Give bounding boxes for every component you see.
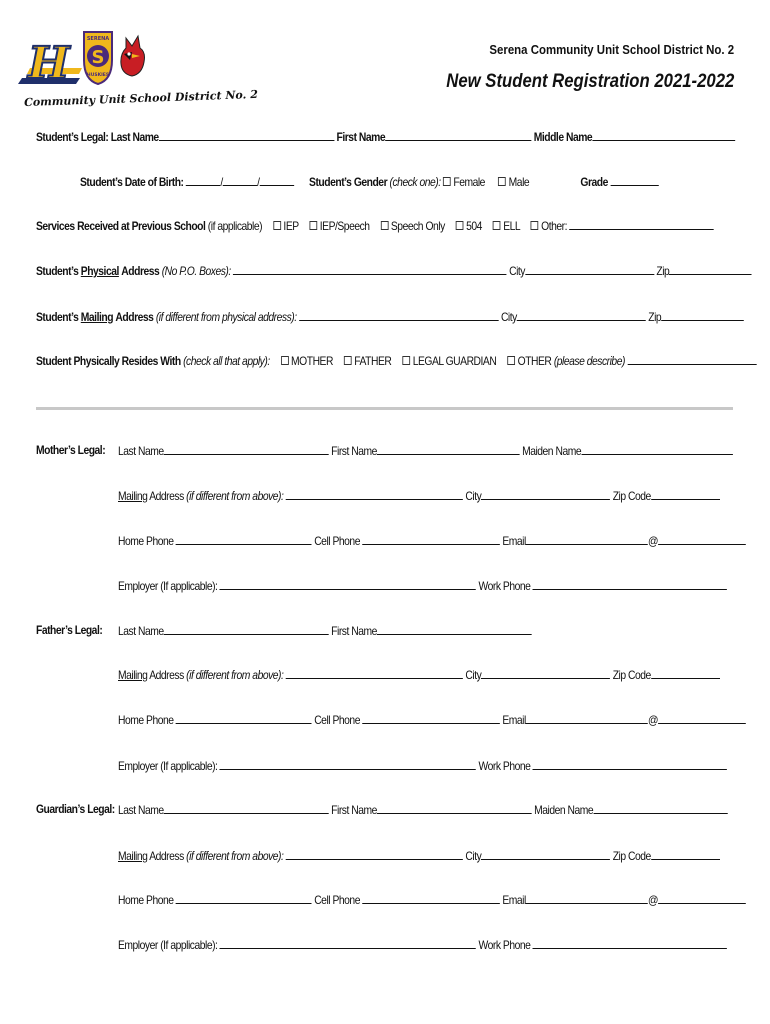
- father-address-row: [118, 667, 720, 682]
- mother-option-label: MOTHER: [291, 354, 333, 368]
- mother-employer-label: Employer (If applicable):: [118, 579, 218, 593]
- female-checkbox[interactable]: [443, 177, 451, 186]
- dob-day-field[interactable]: [223, 174, 257, 186]
- guardian-legal-label: Guardian’s Legal:: [36, 802, 115, 816]
- father-phone-row: [118, 712, 746, 727]
- mother-cell-phone-label: Cell Phone: [314, 534, 360, 548]
- physical-zip-label: Zip: [656, 264, 670, 278]
- mother-work-phone-label: Work Phone: [478, 579, 531, 593]
- guardian-phone-row: [118, 892, 746, 907]
- guardian-work-phone-label: Work Phone: [478, 938, 531, 952]
- mother-legal-label: Mother’s Legal:: [36, 443, 106, 457]
- please-describe-label: (please describe): [553, 354, 625, 368]
- student-middle-name-field[interactable]: [592, 129, 735, 141]
- iep-speech-label: IEP/Speech: [319, 219, 370, 233]
- father-legal-label: Father’s Legal:: [36, 623, 103, 637]
- guardian-mailing-word: Mailing: [118, 849, 148, 863]
- father-option-label: FATHER: [354, 354, 392, 368]
- guardian-home-phone-field[interactable]: [176, 892, 312, 904]
- other-checkbox[interactable]: [507, 356, 515, 365]
- mailing-address-label: Address: [115, 310, 154, 324]
- other-service-field[interactable]: [569, 218, 713, 230]
- father-work-phone-label: Work Phone: [478, 759, 531, 773]
- guardian-last-name-field[interactable]: [164, 802, 329, 814]
- father-first-name-field[interactable]: [377, 623, 532, 635]
- services-row: [36, 218, 714, 233]
- mother-last-name-label: Last Name: [118, 444, 164, 458]
- mother-maiden-name-field[interactable]: [581, 443, 732, 455]
- father-last-name-label: Last Name: [118, 624, 164, 638]
- mother-checkbox[interactable]: [281, 356, 289, 365]
- guardian-address-hint: (if different from above):: [186, 849, 284, 863]
- mother-email-domain-field[interactable]: [658, 533, 746, 545]
- resides-hint: (check all that apply):: [183, 354, 270, 368]
- father-employer-row: [118, 758, 727, 773]
- mother-work-phone-field[interactable]: [533, 578, 727, 590]
- student-last-name-label: Last Name: [110, 130, 159, 144]
- logo-letter-s: S: [91, 47, 105, 68]
- other-service-checkbox[interactable]: [531, 221, 539, 230]
- student-last-name-field[interactable]: [159, 129, 334, 141]
- ell-label: ELL: [503, 219, 520, 233]
- mailing-hint: (if different from physical address):: [155, 310, 297, 324]
- logo-district-script: Community Unit School District No. 2: [23, 87, 259, 110]
- father-address-field[interactable]: [286, 667, 463, 679]
- father-checkbox[interactable]: [344, 356, 352, 365]
- guardian-city-label: City: [465, 849, 482, 863]
- other-option-label: OTHER: [517, 354, 552, 368]
- father-city-label: City: [465, 668, 482, 682]
- female-label: Female: [453, 175, 485, 189]
- guardian-employer-label: Employer (If applicable):: [118, 938, 218, 952]
- father-email-label: Email: [502, 713, 526, 727]
- mother-city-label: City: [465, 489, 482, 503]
- guardian-email-domain-field[interactable]: [658, 892, 746, 904]
- physical-prefix: Student’s: [36, 264, 79, 278]
- mother-home-phone-field[interactable]: [176, 533, 312, 545]
- other-describe-field[interactable]: [627, 353, 756, 365]
- father-zip-field[interactable]: [651, 667, 720, 679]
- father-address-label: Address: [149, 668, 184, 682]
- guardian-maiden-name-label: Maiden Name: [534, 803, 594, 817]
- father-name-row: [118, 623, 532, 638]
- iep-speech-checkbox[interactable]: [309, 221, 317, 230]
- guardian-city-field[interactable]: [481, 848, 610, 860]
- physical-address-label: Address: [121, 264, 160, 278]
- physical-word: Physical: [80, 264, 119, 278]
- form-title: New Student Registration 2021-2022: [445, 71, 734, 92]
- guardian-address-field[interactable]: [286, 848, 463, 860]
- resides-with-row: [36, 353, 756, 368]
- father-zip-label: Zip Code: [612, 668, 651, 682]
- student-dob-row: [80, 174, 658, 189]
- father-email-field[interactable]: [526, 712, 648, 724]
- logo-letter-h: H: [28, 38, 70, 86]
- mailing-city-label: City: [500, 310, 517, 324]
- physical-address-row: [36, 263, 752, 278]
- mailing-prefix: Student’s: [36, 310, 79, 324]
- dob-separator: /: [220, 175, 223, 189]
- mother-city-field[interactable]: [481, 488, 610, 500]
- mother-last-name-field[interactable]: [164, 443, 329, 455]
- iep-label: IEP: [283, 219, 299, 233]
- father-mailing-word: Mailing: [118, 668, 148, 682]
- male-label: Male: [508, 175, 530, 189]
- grade-label: Grade: [580, 175, 608, 189]
- guardian-zip-label: Zip Code: [612, 849, 651, 863]
- guardian-address-label: Address: [149, 849, 184, 863]
- cardinal-logo: [116, 34, 148, 78]
- mother-address-label: Address: [149, 489, 184, 503]
- dob-year-field[interactable]: [260, 174, 294, 186]
- father-email-domain-field[interactable]: [658, 712, 746, 724]
- mother-employer-field[interactable]: [220, 578, 476, 590]
- physical-city-field[interactable]: [525, 263, 654, 275]
- mother-email-label: Email: [502, 534, 526, 548]
- father-first-name-label: First Name: [331, 624, 377, 638]
- guardian-address-row: [118, 848, 720, 863]
- huskies-seal-logo: [82, 28, 114, 86]
- dob-month-field[interactable]: [186, 174, 220, 186]
- seal-bottom-text: HUSKIES: [86, 73, 110, 78]
- guardian-first-name-label: First Name: [331, 803, 377, 817]
- services-hint: (if applicable): [207, 219, 263, 233]
- mother-mailing-word: Mailing: [118, 489, 148, 503]
- mailing-address-field[interactable]: [299, 309, 499, 321]
- district-name: Serena Community Unit School District No. 2: [489, 42, 734, 57]
- mailing-zip-field[interactable]: [661, 309, 744, 321]
- guardian-name-row: [118, 802, 727, 817]
- guardian-email-label: Email: [502, 893, 526, 907]
- guardian-email-field[interactable]: [526, 892, 648, 904]
- legal-guardian-checkbox[interactable]: [402, 356, 410, 365]
- father-last-name-field[interactable]: [164, 623, 329, 635]
- guardian-cell-phone-field[interactable]: [362, 892, 500, 904]
- student-name-row: [36, 129, 735, 144]
- other-service-label: Other:: [541, 219, 567, 233]
- dob-separator: /: [257, 175, 260, 189]
- mother-zip-field[interactable]: [651, 488, 720, 500]
- guardian-first-name-field[interactable]: [377, 802, 532, 814]
- speech-only-label: Speech Only: [390, 219, 445, 233]
- mother-first-name-field[interactable]: [377, 443, 520, 455]
- guardian-work-phone-field[interactable]: [533, 937, 727, 949]
- legal-guardian-option-label: LEGAL GUARDIAN: [412, 354, 497, 368]
- section-divider: [36, 407, 733, 410]
- mother-address-field[interactable]: [286, 488, 463, 500]
- father-home-phone-label: Home Phone: [118, 713, 174, 727]
- student-first-name-field[interactable]: [385, 129, 531, 141]
- physical-zip-field[interactable]: [669, 263, 752, 275]
- guardian-maiden-name-field[interactable]: [593, 802, 727, 814]
- speech-only-checkbox[interactable]: [381, 221, 389, 230]
- student-middle-name-label: Middle Name: [533, 130, 593, 144]
- mother-home-phone-label: Home Phone: [118, 534, 174, 548]
- 504-checkbox[interactable]: [456, 221, 464, 230]
- mother-zip-label: Zip Code: [612, 489, 651, 503]
- seal-top-text: SERENA: [86, 36, 110, 42]
- resides-label: Student Physically Resides With: [36, 354, 181, 368]
- grade-field[interactable]: [610, 174, 658, 186]
- guardian-home-phone-label: Home Phone: [118, 893, 174, 907]
- mother-cell-phone-field[interactable]: [362, 533, 500, 545]
- male-checkbox[interactable]: [498, 177, 506, 186]
- mother-phone-row: [118, 533, 746, 548]
- mailing-city-field[interactable]: [517, 309, 646, 321]
- mother-email-field[interactable]: [526, 533, 648, 545]
- guardian-employer-field[interactable]: [220, 937, 476, 949]
- father-employer-label: Employer (If applicable):: [118, 759, 218, 773]
- father-address-hint: (if different from above):: [186, 668, 284, 682]
- school-h-logo: [16, 34, 84, 86]
- physical-city-label: City: [509, 264, 525, 278]
- father-cell-phone-label: Cell Phone: [314, 713, 360, 727]
- mother-first-name-label: First Name: [331, 444, 377, 458]
- iep-checkbox[interactable]: [273, 221, 281, 230]
- guardian-at-sign: @: [647, 893, 658, 907]
- mother-address-row: [118, 488, 720, 503]
- mailing-address-row: [36, 309, 744, 324]
- student-first-name-label: First Name: [336, 130, 386, 144]
- student-legal-label: Student’s Legal:: [36, 130, 109, 144]
- father-home-phone-field[interactable]: [176, 712, 312, 724]
- dob-label: Student’s Date of Birth:: [80, 175, 184, 189]
- guardian-cell-phone-label: Cell Phone: [314, 893, 360, 907]
- guardian-employer-row: [118, 937, 727, 952]
- mailing-zip-label: Zip: [648, 310, 662, 324]
- physical-hint: (No P.O. Boxes):: [161, 264, 231, 278]
- father-city-field[interactable]: [481, 667, 610, 679]
- mother-name-row: [118, 443, 732, 458]
- gender-label: Student’s Gender: [309, 175, 388, 189]
- mailing-word: Mailing: [80, 310, 114, 324]
- guardian-last-name-label: Last Name: [118, 803, 164, 817]
- father-cell-phone-field[interactable]: [362, 712, 500, 724]
- mother-maiden-name-label: Maiden Name: [522, 444, 582, 458]
- father-at-sign: @: [647, 713, 658, 727]
- ell-checkbox[interactable]: [493, 221, 501, 230]
- father-work-phone-field[interactable]: [533, 758, 727, 770]
- gender-hint: (check one):: [389, 175, 441, 189]
- mother-employer-row: [118, 578, 727, 593]
- 504-label: 504: [466, 219, 482, 233]
- physical-address-field[interactable]: [233, 263, 506, 275]
- father-employer-field[interactable]: [220, 758, 476, 770]
- services-label: Services Received at Previous School: [36, 219, 206, 233]
- guardian-zip-field[interactable]: [651, 848, 720, 860]
- mother-at-sign: @: [647, 534, 658, 548]
- mother-address-hint: (if different from above):: [186, 489, 284, 503]
